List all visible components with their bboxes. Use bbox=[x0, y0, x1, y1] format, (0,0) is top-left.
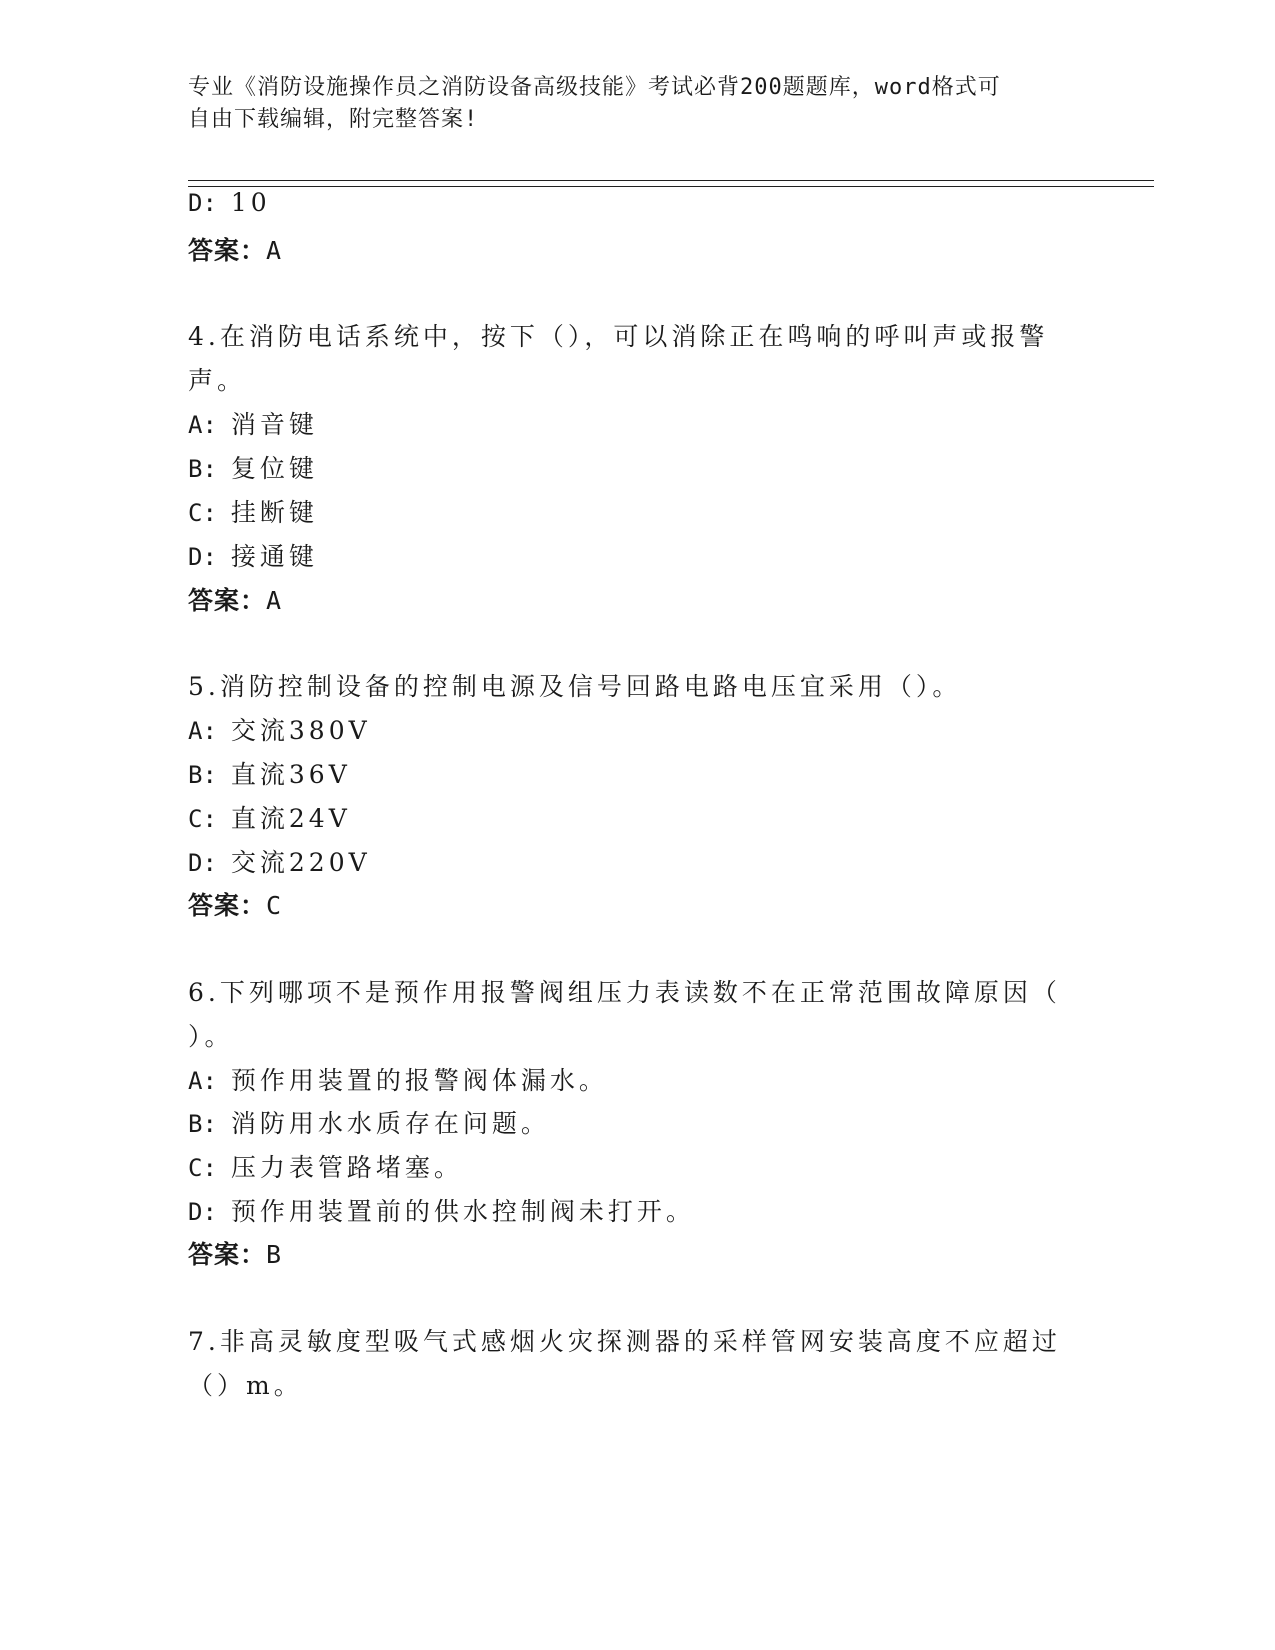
prev-answer bbox=[188, 231, 282, 267]
q5-option-d bbox=[188, 843, 371, 879]
answer-value: B bbox=[266, 1240, 283, 1269]
q5-option-c bbox=[188, 799, 351, 835]
option-text: 挂断键 bbox=[230, 498, 318, 527]
q6-option-d bbox=[188, 1192, 695, 1228]
q5-option-a bbox=[188, 711, 371, 747]
q4-stem-line-2: 声。 bbox=[188, 366, 247, 395]
header-divider-top bbox=[188, 180, 1154, 181]
q6-option-b bbox=[188, 1104, 550, 1140]
q6-stem-line-2: ）。 bbox=[188, 1022, 234, 1051]
header-divider-bottom bbox=[188, 186, 1154, 187]
q5-answer bbox=[188, 886, 282, 922]
option-key: A: bbox=[188, 1067, 217, 1095]
answer-value: A bbox=[266, 236, 283, 265]
q6-answer bbox=[188, 1235, 282, 1271]
header-line-1: 专业《消防设施操作员之消防设备高级技能》考试必背200题题库，word格式可 bbox=[188, 75, 1001, 100]
q4-option-a bbox=[188, 405, 318, 441]
q7-stem-line-2: （）m。 bbox=[188, 1371, 303, 1400]
option-key: C: bbox=[188, 805, 217, 833]
answer-value: C bbox=[266, 891, 283, 920]
header-line-2: 自由下载编辑，附完整答案! bbox=[188, 107, 479, 132]
option-text: 直流36V bbox=[230, 760, 351, 789]
q4-option-b bbox=[188, 449, 318, 485]
document-header bbox=[188, 72, 1068, 136]
option-text: 消音键 bbox=[230, 410, 318, 439]
option-key: B: bbox=[188, 1110, 217, 1138]
prev-option-d bbox=[188, 188, 271, 217]
option-text: 消防用水水质存在问题。 bbox=[230, 1109, 550, 1138]
option-key: A: bbox=[188, 411, 217, 439]
option-text: 直流24V bbox=[230, 804, 351, 833]
answer-label: 答案： bbox=[188, 1240, 267, 1269]
q6-option-a bbox=[188, 1061, 608, 1097]
q6-stem-line-1: 6.下列哪项不是预作用报警阀组压力表读数不在正常范围故障原因（ bbox=[188, 978, 1061, 1007]
q6-option-c bbox=[188, 1148, 463, 1184]
option-text: 交流220V bbox=[230, 848, 371, 877]
option-key: D: bbox=[188, 849, 217, 877]
q5-stem-line-1: 5.消防控制设备的控制电源及信号回路电路电压宜采用（）。 bbox=[188, 672, 962, 701]
option-text: 复位键 bbox=[230, 454, 318, 483]
option-text: 压力表管路堵塞。 bbox=[230, 1153, 463, 1182]
option-key: D: bbox=[188, 1198, 217, 1226]
option-key: D: bbox=[188, 543, 217, 571]
answer-label: 答案： bbox=[188, 236, 267, 265]
option-key: B: bbox=[188, 761, 217, 789]
option-text: 预作用装置的报警阀体漏水。 bbox=[230, 1066, 608, 1095]
option-key: A: bbox=[188, 717, 217, 745]
option-key: C: bbox=[188, 1154, 217, 1182]
option-text: 10 bbox=[230, 188, 271, 217]
answer-value: A bbox=[266, 586, 283, 615]
q7-stem-line-1: 7.非高灵敏度型吸气式感烟火灾探测器的采样管网安装高度不应超过 bbox=[188, 1327, 1061, 1356]
option-text: 预作用装置前的供水控制阀未打开。 bbox=[230, 1197, 695, 1226]
q4-option-d bbox=[188, 537, 318, 573]
option-key: D: bbox=[188, 189, 217, 217]
answer-label: 答案： bbox=[188, 586, 267, 615]
answer-label: 答案： bbox=[188, 891, 267, 920]
q4-answer bbox=[188, 581, 282, 617]
q5-option-b bbox=[188, 755, 351, 791]
q4-stem-line-1: 4.在消防电话系统中，按下（），可以消除正在鸣响的呼叫声或报警 bbox=[188, 322, 1049, 351]
option-key: B: bbox=[188, 455, 217, 483]
q4-option-c bbox=[188, 493, 318, 529]
option-key: C: bbox=[188, 499, 217, 527]
option-text: 接通键 bbox=[230, 542, 318, 571]
option-text: 交流380V bbox=[230, 716, 371, 745]
